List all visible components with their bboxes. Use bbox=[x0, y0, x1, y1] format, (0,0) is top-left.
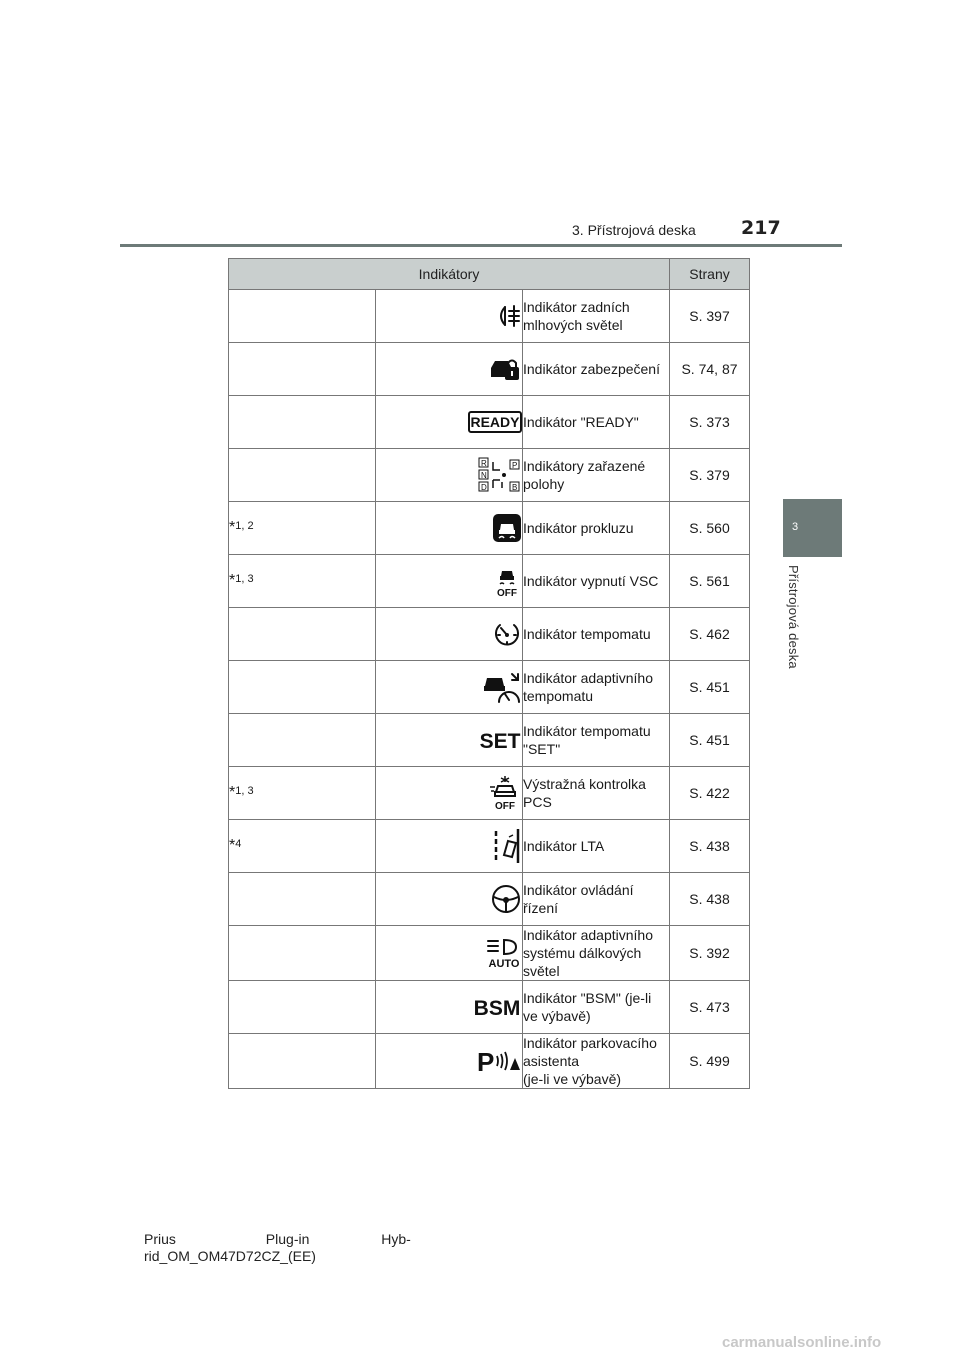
steering-wheel-icon bbox=[376, 873, 523, 926]
svg-text:N: N bbox=[481, 471, 487, 480]
row-label: Indikátor ovládání řízení bbox=[523, 873, 670, 926]
row-page-ref: S. 451 bbox=[670, 661, 750, 714]
svg-text:D: D bbox=[481, 483, 487, 492]
table-row bbox=[229, 873, 750, 926]
row-note: *1, 3 bbox=[229, 767, 376, 820]
row-label: Výstražná kontrolka PCS bbox=[523, 767, 670, 820]
svg-text:AUTO: AUTO bbox=[488, 958, 520, 969]
footer-hybrid: Hyb- bbox=[381, 1231, 411, 1247]
row-page-ref: S. 473 bbox=[670, 981, 750, 1034]
footer-model: Prius bbox=[144, 1231, 176, 1247]
svg-text:P: P bbox=[512, 461, 518, 470]
table-row bbox=[229, 290, 750, 343]
auto-high-beam-icon bbox=[376, 926, 523, 981]
row-page-ref: S. 499 bbox=[670, 1034, 750, 1089]
row-page-ref: S. 438 bbox=[670, 820, 750, 873]
slip-indicator-icon bbox=[376, 502, 523, 555]
header-divider bbox=[120, 244, 842, 247]
row-label: Indikátor vypnutí VSC bbox=[523, 555, 670, 608]
row-note bbox=[229, 873, 376, 926]
svg-text:OFF: OFF bbox=[495, 801, 515, 812]
row-note: *4 bbox=[229, 820, 376, 873]
row-label: Indikátor LTA bbox=[523, 820, 670, 873]
row-note bbox=[229, 926, 376, 981]
table-row bbox=[229, 1034, 750, 1089]
table-header-row bbox=[229, 259, 750, 290]
svg-text:OFF: OFF bbox=[497, 588, 517, 598]
row-page-ref: S. 422 bbox=[670, 767, 750, 820]
footer-code: rid_OM_OM47D72CZ_(EE) bbox=[144, 1248, 316, 1264]
table-row bbox=[229, 555, 750, 608]
table-row bbox=[229, 449, 750, 502]
ready-text-icon bbox=[376, 396, 523, 449]
bsm-text-icon bbox=[376, 981, 523, 1034]
svg-text:P: P bbox=[477, 1047, 495, 1076]
row-page-ref: S. 373 bbox=[670, 396, 750, 449]
set-text-icon bbox=[376, 714, 523, 767]
row-page-ref: S. 451 bbox=[670, 714, 750, 767]
lta-icon bbox=[376, 820, 523, 873]
cruise-control-icon bbox=[376, 608, 523, 661]
footer bbox=[144, 1231, 411, 1265]
rear-fog-light-icon bbox=[376, 290, 523, 343]
row-note bbox=[229, 661, 376, 714]
row-label: Indikátor tempomatu "SET" bbox=[523, 714, 670, 767]
security-car-lock-icon bbox=[376, 343, 523, 396]
row-label: Indikátory zařazené polohy bbox=[523, 449, 670, 502]
footer-variant: Plug-in bbox=[265, 1231, 310, 1247]
svg-text:B: B bbox=[512, 483, 518, 492]
section-title: 3. Přístrojová deska bbox=[572, 222, 696, 238]
table-row bbox=[229, 981, 750, 1034]
parking-assist-icon bbox=[376, 1034, 523, 1089]
row-label: Indikátor zabezpečení bbox=[523, 343, 670, 396]
row-page-ref: S. 397 bbox=[670, 290, 750, 343]
table-row bbox=[229, 661, 750, 714]
chapter-side-label: Přístrojová deska bbox=[786, 565, 801, 669]
row-note bbox=[229, 981, 376, 1034]
row-page-ref: S. 379 bbox=[670, 449, 750, 502]
row-page-ref: S. 438 bbox=[670, 873, 750, 926]
row-note bbox=[229, 608, 376, 661]
shift-position-icon bbox=[376, 449, 523, 502]
row-note bbox=[229, 714, 376, 767]
row-label: Indikátor tempomatu bbox=[523, 608, 670, 661]
table-row bbox=[229, 820, 750, 873]
row-label: Indikátor zadních mlhových světel bbox=[523, 290, 670, 343]
table-row bbox=[229, 767, 750, 820]
vsc-off-icon bbox=[376, 555, 523, 608]
svg-text:READY: READY bbox=[470, 414, 520, 430]
row-label: Indikátor parkovacího asistenta (je-li ve výbavě) bbox=[523, 1034, 670, 1089]
adaptive-cruise-icon bbox=[376, 661, 523, 714]
table-row bbox=[229, 714, 750, 767]
table-row bbox=[229, 343, 750, 396]
row-page-ref: S. 561 bbox=[670, 555, 750, 608]
chapter-tab-number: 3 bbox=[792, 521, 799, 533]
chapter-tab bbox=[783, 499, 842, 557]
row-page-ref: S. 392 bbox=[670, 926, 750, 981]
row-label: Indikátor adaptivního systému dálkových světel bbox=[523, 926, 670, 981]
row-note bbox=[229, 343, 376, 396]
table-row bbox=[229, 926, 750, 981]
svg-text:SET: SET bbox=[479, 730, 521, 752]
svg-text:R: R bbox=[481, 459, 487, 468]
indicator-table bbox=[228, 258, 750, 1089]
row-note: *1, 3 bbox=[229, 555, 376, 608]
header-indicators: Indikátory bbox=[229, 259, 670, 290]
pcs-warning-icon bbox=[376, 767, 523, 820]
row-note bbox=[229, 290, 376, 343]
row-label: Indikátor adaptivního tempomatu bbox=[523, 661, 670, 714]
row-note bbox=[229, 396, 376, 449]
row-page-ref: S. 462 bbox=[670, 608, 750, 661]
table-row bbox=[229, 396, 750, 449]
row-page-ref: S. 74, 87 bbox=[670, 343, 750, 396]
watermark: carmanualsonline.info bbox=[722, 1334, 882, 1351]
row-label: Indikátor "BSM" (je-li ve výbavě) bbox=[523, 981, 670, 1034]
row-label: Indikátor "READY" bbox=[523, 396, 670, 449]
row-note: *1, 2 bbox=[229, 502, 376, 555]
row-label: Indikátor prokluzu bbox=[523, 502, 670, 555]
table-row bbox=[229, 502, 750, 555]
table-row bbox=[229, 608, 750, 661]
header-pages: Strany bbox=[670, 259, 750, 290]
svg-text:BSM: BSM bbox=[473, 997, 521, 1019]
row-note bbox=[229, 1034, 376, 1089]
row-note bbox=[229, 449, 376, 502]
page-number: 217 bbox=[741, 217, 781, 239]
row-page-ref: S. 560 bbox=[670, 502, 750, 555]
